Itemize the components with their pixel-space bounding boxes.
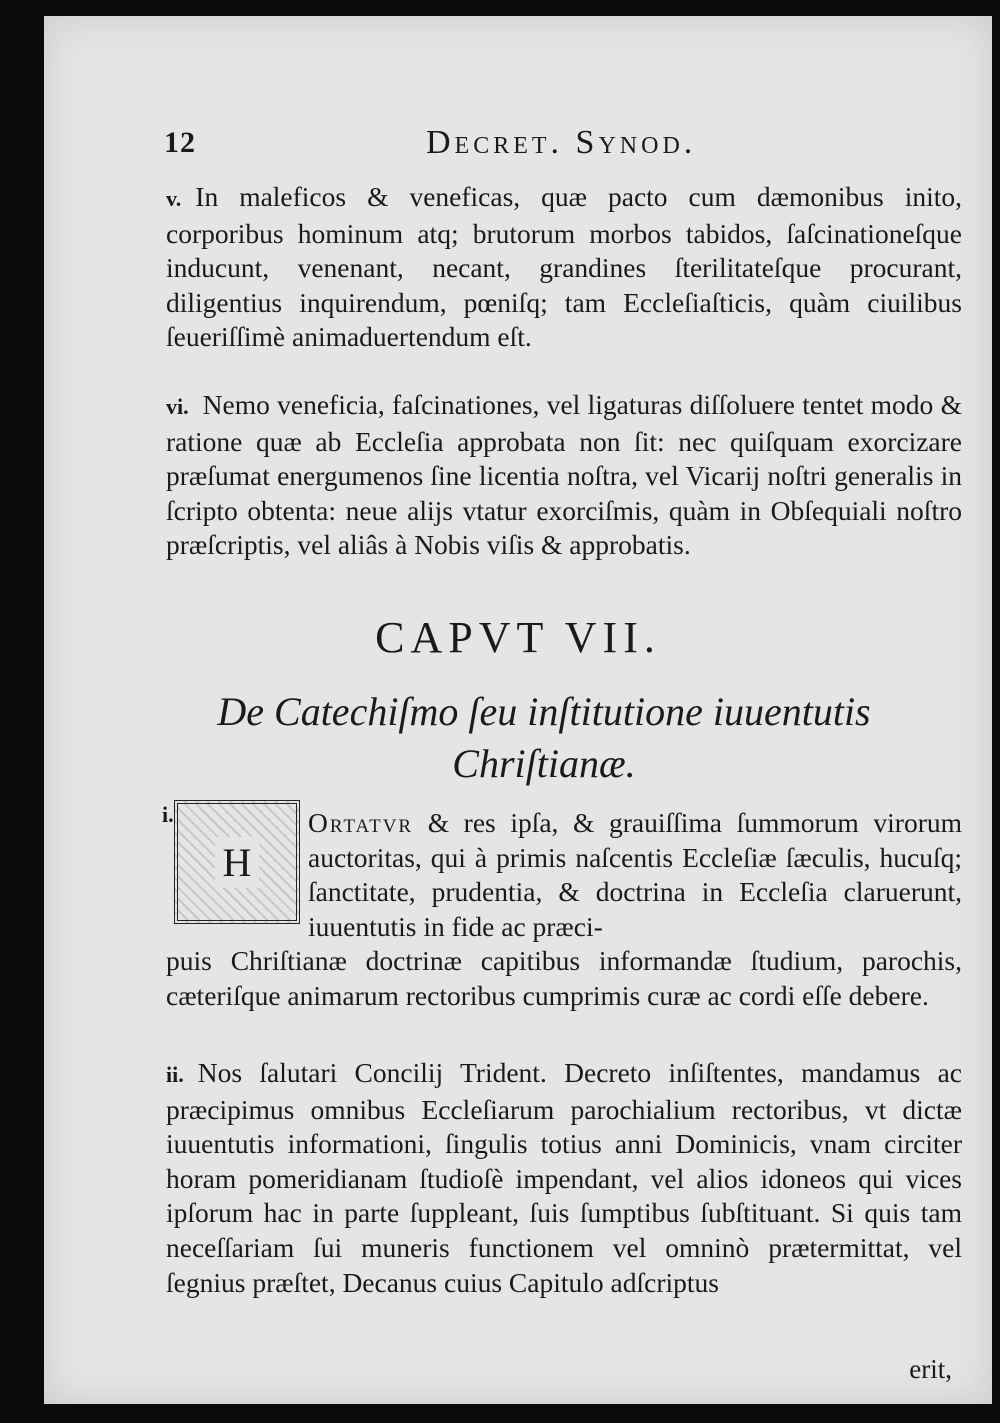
catchword: erit, [909, 1354, 952, 1384]
initial-letter: H [215, 837, 260, 888]
book-page [44, 16, 992, 1404]
paragraph-text: Nemo veneficia, faſcinationes, vel ligaturas diſſoluere tentet modo & ratione quæ ab Eccleſia approbata non ſit: nec quiſquam exorcizare præſumat energumenos ſine licentia noſtra, vel Vicarij noſtri generalis in ſcripto obtenta: neue alijs vtatur exorciſmis, quàm in Obſequiali noſtro præſcriptis, vel aliâs à Nobis viſis & approbatis. [166, 389, 962, 561]
chapter-subtitle-line1: De Catechiſmo ſeu inſtitutione iuuentutis [217, 689, 871, 734]
decorated-initial [174, 800, 300, 924]
paragraph-v [166, 180, 962, 355]
paragraph-text: In maleficos & veneficas, quæ pacto cum dæmonibus inito, corporibus hominum atq; brutorum morbos tabidos, ſaſcinationeſque inducunt, venenant, necant, grandines ſterilitateſque procurant, diligentius inquirendum, pœniſq; tam Eccleſiaſticis, quàm ciuilibus ſeueriſſimè animaduertendum eſt. [166, 181, 962, 353]
paragraph-ii [166, 1056, 962, 1300]
paragraph-number: ii. [166, 1062, 184, 1087]
page-header [164, 124, 964, 170]
paragraph-number: v. [166, 186, 182, 211]
paragraph-number: vi. [166, 394, 189, 419]
page-number: 12 [164, 126, 196, 159]
running-title: Decret. Synod. [426, 124, 697, 161]
paragraph-text: Nos ſalutari Concilij Trident. Decreto inſiſtentes, mandamus ac præcipimus omnibus Eccleſiarum parochialium rectoribus, vt dictæ iuuentutis informationi, ſingulis totius anni Dominicis, vnam circiter horam pomeridianam ſtudioſè impendant, vel alios idoneos qui vices ipſorum hac in parte ſuppleant, ſuis ſumptibus ſubſtituant. Si quis tam neceſſariam ſui muneris functionem vel omninò prætermittat, vel ſegnius præſtet, Decanus cuius Capitulo adſcriptus [166, 1057, 962, 1298]
lead-word: Ortatvr [308, 807, 414, 838]
paragraph-vi [166, 388, 962, 563]
paragraph-i-continued: puis Chriſtianæ doctrinæ capitibus informandæ ſtudium, parochis, cæteriſque animarum rectoribus cumprimis curæ ac cordi eſſe debere. [166, 945, 962, 1011]
paragraph-number: i. [162, 802, 174, 827]
paragraph-i-beside-initial [308, 806, 962, 944]
chapter-title: CAPVT VII. [375, 613, 661, 662]
paragraph-text: & res ipſa, & grauiſſima ſummorum virorum auctoritas, qui à primis naſcentis Eccleſiæ ſæculis, hucuſq; ſanctitate, prudentia, & doctrina in Eccleſia claruerunt, iuuentutis in fide ac præci- [308, 807, 963, 942]
chapter-subtitle [194, 686, 894, 790]
chapter-subtitle-line2: Chriſtianæ. [452, 741, 636, 786]
